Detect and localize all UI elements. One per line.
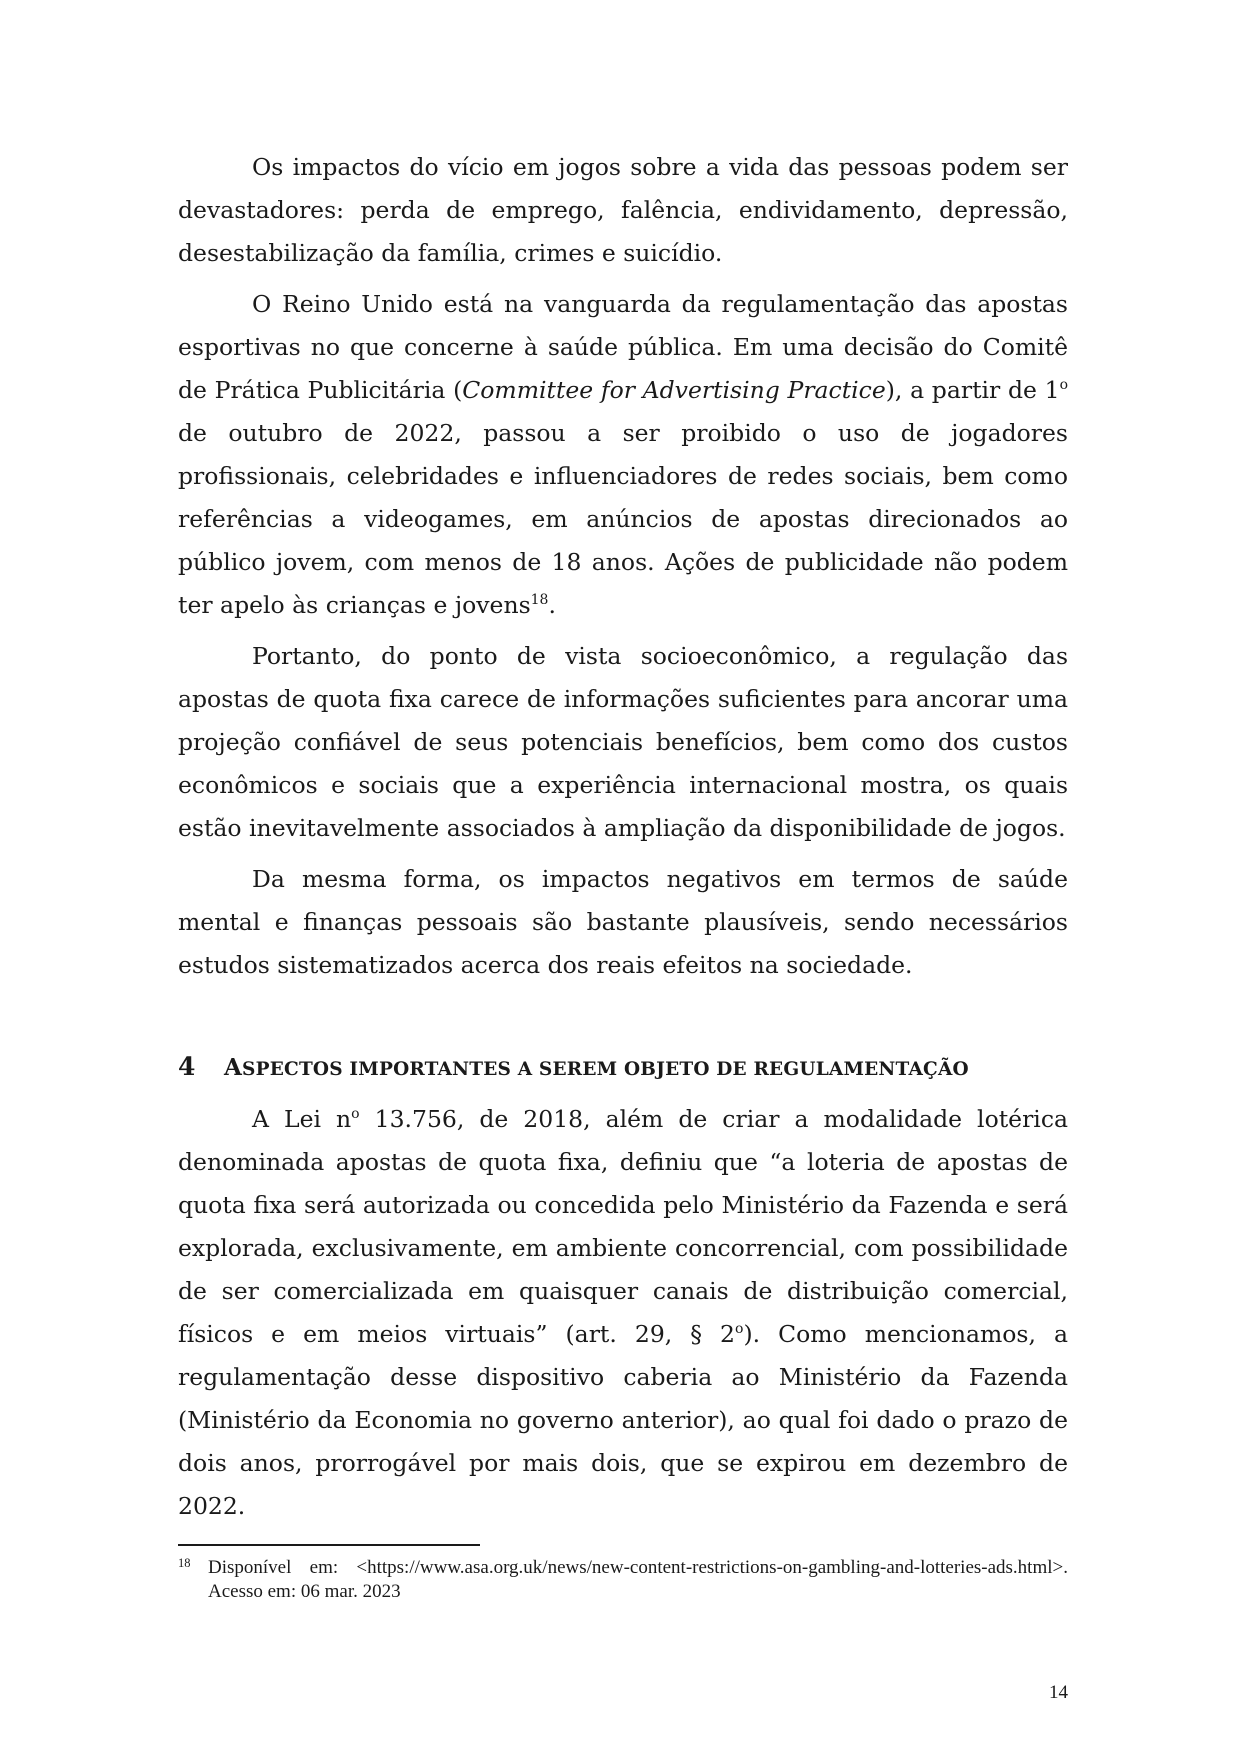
paragraph-addiction-impacts: Os impactos do vício em jogos sobre a vida das pessoas podem ser devastadores: perda de emprego, falência, endividamento, depressão, desestabilização da família, crimes e suicídio.: [178, 153, 1068, 267]
law-text-1: A Lei n: [252, 1105, 352, 1133]
uk-text-4: .: [548, 591, 556, 619]
uk-text-2: ), a partir de 1: [885, 376, 1060, 404]
section-title-initial: A: [224, 1054, 243, 1081]
footnote-reference[interactable]: 18: [530, 592, 549, 608]
paragraph-uk-regulation: [178, 283, 1068, 627]
footnote-text[interactable]: Disponível em: <https://www.asa.org.uk/news/new-content-restrictions-on-gambling-and-lotteries-ads.html>. Acesso em: 06 mar. 2023: [208, 1557, 1068, 1602]
paragraph-socioeconomic: Portanto, do ponto de vista socioeconômico, a regulação das apostas de quota fixa carece de informações suficientes para ancorar uma projeção confiável de seus potenciais benefícios, bem como dos custos econômicos e sociais que a experiência internacional mostra, os quais estão inevitavelmente associados à ampliação da disponibilidade de jogos.: [178, 642, 1068, 842]
law-text-3: ). Como mencionamos, a regulamentação desse dispositivo caberia ao Ministério da Fazenda (Ministério da Economia no governo anterior), ao qual foi dado o prazo de dois anos, prorrogável por mais dois, que se expirou em dezembro de 2022.: [178, 1320, 1068, 1520]
ordinal-indicator: o: [351, 1106, 360, 1122]
ordinal-indicator: o: [1059, 377, 1068, 393]
section-body: [178, 1098, 1068, 1536]
ordinal-indicator: o: [735, 1321, 744, 1337]
footnote-separator: [178, 1544, 480, 1546]
law-text-2: 13.756, de 2018, além de criar a modalidade lotérica denominada apostas de quota fixa, definiu que “a loteria de apostas de quota fixa será autorizada ou concedida pelo Ministério da Fazenda e será explorada, exclusivamente, em ambiente concorrencial, com possibilidade de ser comercializada em quaisquer canais de distribuição comercial, físicos e em meios virtuais” (art. 29, § 2: [178, 1105, 1068, 1348]
section-title: SPECTOS IMPORTANTES A SEREM OBJETO DE REGULAMENTAÇÃO: [242, 1059, 969, 1080]
uk-text-3: de outubro de 2022, passou a ser proibido o uso de jogadores profissionais, celebridades e influenciadores de redes sociais, bem como referências a videogames, em anúncios de apostas direcionados ao público jovem, com menos de 18 anos. Ações de publicidade não podem ter apelo às crianças e jovens: [178, 419, 1068, 619]
page-number: 14: [1049, 1682, 1068, 1703]
uk-text-italic: Committee for Advertising Practice: [462, 376, 886, 404]
paragraph-mental-health: Da mesma forma, os impactos negativos em termos de saúde mental e finanças pessoais são bastante plausíveis, sendo necessários estudos sistematizados acerca dos reais efeitos na sociedade.: [178, 865, 1068, 979]
uk-text-1: O Reino Unido está na vanguarda da regulamentação das apostas esportivas no que concerne à saúde pública. Em uma decisão do Comitê de Prática Publicitária (: [178, 290, 1068, 404]
footnote: [178, 1556, 1068, 1604]
paragraph-law: [178, 1098, 1068, 1528]
section-heading: [178, 1052, 1068, 1085]
section-number: 4: [178, 1052, 196, 1081]
body-text: [178, 146, 1068, 995]
footnote-mark: 18: [178, 1556, 191, 1570]
